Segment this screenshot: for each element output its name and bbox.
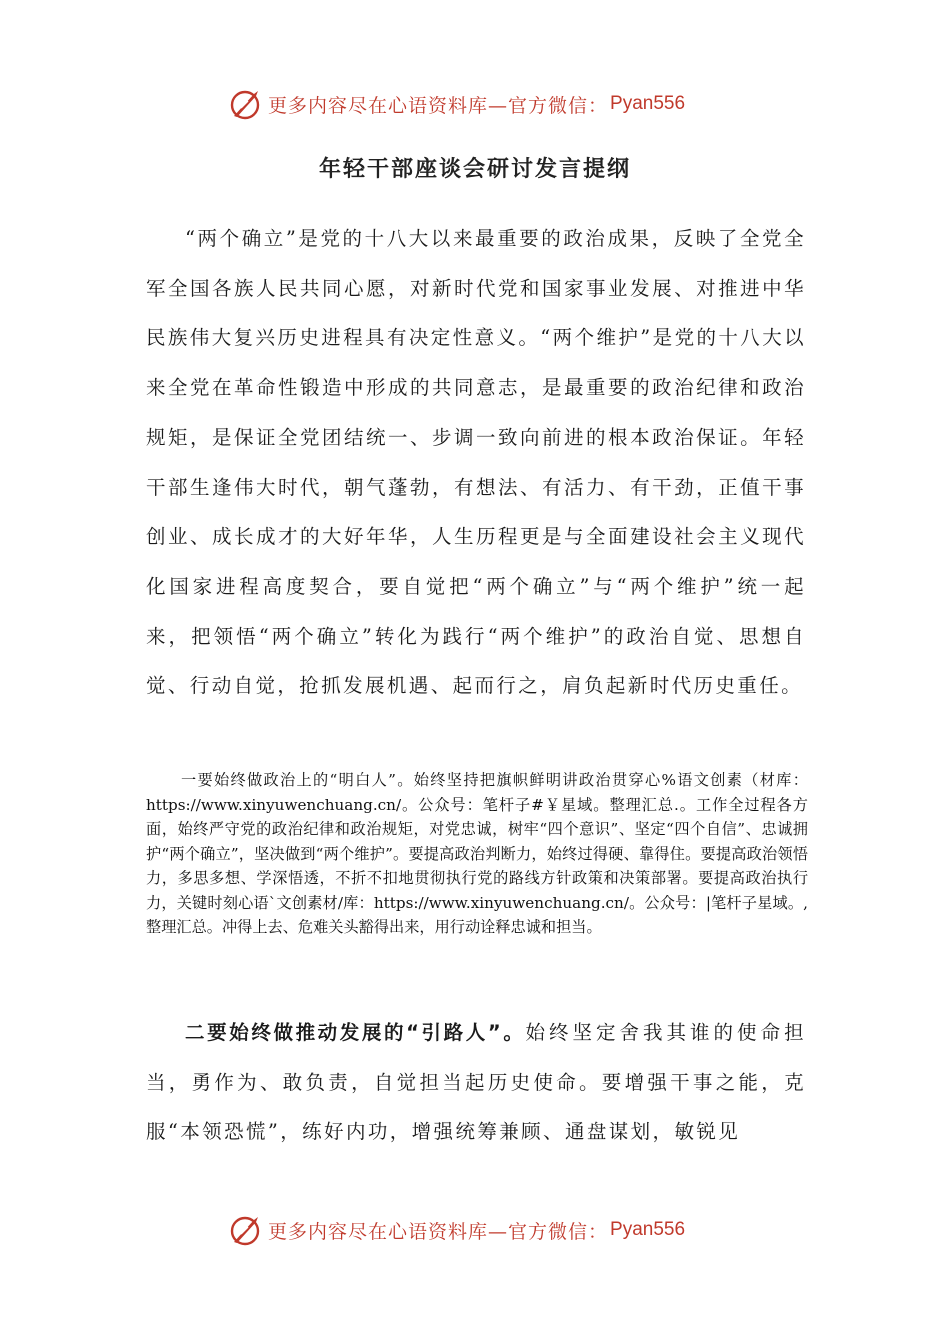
quill-pen-logo-icon: [228, 1212, 264, 1248]
footer-wechat-id: Pyan556: [610, 1219, 686, 1240]
header-banner: [0, 86, 950, 122]
point-two-body: 始终坚定舍我其谁的使命担当，勇作为、敢负责，自觉担当起历史使命。要增强干事之能，克服“本领恐慌”，练好内功，增强统筹兼顾、通盘谋划，敏锐见: [146, 1021, 806, 1144]
point-two-heading: 二要始终做推动发展的“引路人”。: [185, 1021, 526, 1044]
intro-paragraph: “两个确立”是党的十八大以来最重要的政治成果，反映了全党全军全国各族人民共同心愿，对新时代党和国家事业发展、对推进中华民族伟大复兴历史进程具有决定性意义。“两个维护”是党的十八大以来全党在革命性锻造中形成的共同意志，是最重要的政治纪律和政治规矩，是保证全党团结统一、步调一致向前进的根本政治保证。年轻干部生逢伟大时代，朝气蓬勃，有想法、有活力、有干劲，正值干事创业、成长成才的大好年华，人生历程更是与全面建设社会主义现代化国家进程高度契合，要自觉把“两个确立”与“两个维护”统一起来，把领悟“两个确立”转化为践行“两个维护”的政治自觉、思想自觉、行动自觉，抢抓发展机遇、起而行之，肩负起新时代历史重任。: [146, 227, 806, 698]
footer-banner-text: 更多内容尽在心语资料库—官方微信：: [268, 1220, 609, 1243]
header-banner-text: 更多内容尽在心语资料库—官方微信：: [268, 94, 609, 117]
header-wechat-id: Pyan556: [610, 93, 686, 114]
footer-banner: [0, 1212, 950, 1248]
point-two-paragraph: [146, 1008, 806, 1157]
point-one-paragraph: 一要始终做政治上的“明白人”。始终坚持把旗帜鲜明讲政治贯穿心%语文创素（材库：https://www.xinyuwenchuang.cn/。公众号：笔杆子#￥星域。整理汇总.。工作全过程各方面，始终严守党的政治纪律和政治规矩，对党忠诚，树牢“四个意识”、坚定“四个自信”、忠诚拥护“两个确立”，坚决做到“两个维护”。要提高政治判断力，始终过得硬、靠得住。要提高政治领悟力，多思多想、学深悟透，不折不扣地贯彻执行党的路线方针政策和决策部署。要提高政治执行力，关键时刻心语ˋ文创素材/库：https://www.xinyuwenchuang.cn/。公众号：|笔杆子星域。,整理汇总。冲得上去、危难关头豁得出来，用行动诠释忠诚和担当。: [146, 771, 808, 936]
document-title: 年轻干部座谈会研讨发言提纲: [318, 157, 631, 182]
quill-pen-logo-icon: [228, 86, 264, 122]
